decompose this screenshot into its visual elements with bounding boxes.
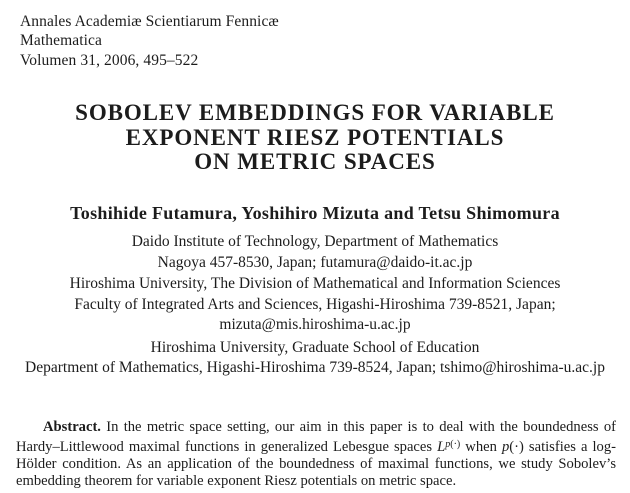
affiliation-line: Daido Institute of Technology, Department of Mathematics — [131, 233, 499, 250]
paper-title-line-2: EXPONENT RIESZ POTENTIALS — [125, 124, 505, 150]
affiliation-line: Nagoya 457-8530, Japan; futamura@daido-it.ac.jp — [157, 253, 473, 271]
journal-volume-pages: Volumen 31, 2006, 495–522 — [20, 51, 199, 69]
affiliation-hiroshima-education — [0, 338, 630, 378]
affiliation-line: Hiroshima University, The Division of Mathematical and Information Sciences — [69, 275, 561, 292]
paper-title-line-1: SOBOLEV EMBEDDINGS FOR VARIABLE — [75, 100, 555, 125]
authors-line: Toshihide Futamura, Yoshihiro Mizuta and Tetsu Shimomura — [70, 203, 560, 223]
abstract-label: Abstract. — [43, 418, 101, 435]
abstract-paragraph — [16, 419, 616, 491]
affiliation-line: Hiroshima University, Graduate School of Education — [150, 339, 480, 356]
journal-series: Mathematica — [20, 32, 103, 50]
journal-name: Annales Academiæ Scientiarum Fennicæ — [20, 13, 279, 30]
paper-title-line-3: ON METRIC SPACES — [194, 149, 436, 175]
affiliation-daido — [0, 232, 630, 273]
journal-header — [20, 12, 279, 70]
affiliation-line: Faculty of Integrated Arts and Sciences, Higashi-Hiroshima 739-8521, Japan; — [74, 295, 556, 313]
abstract-text: In the metric space setting, our aim in this paper is to deal with the boundedness of Hardy–Littlewood maximal functions in generalized Lebesgue spaces $L^{p(\cdot)}$ when p(·) satisfies a log-Hölder condition. As an application of the boundedness of maximal functions, we study Sobolev’s embedding theorem for variable exponent Riesz potentials on metric space. — [16, 418, 617, 490]
affiliation-hiroshima-integrated — [0, 274, 630, 336]
paper-title — [0, 101, 630, 175]
affiliation-line: mizuta@mis.hiroshima-u.ac.jp — [219, 316, 411, 333]
affiliation-line: Department of Mathematics, Higashi-Hiroshima 739-8524, Japan; tshimo@hiroshima-u.ac.jp — [25, 358, 605, 376]
